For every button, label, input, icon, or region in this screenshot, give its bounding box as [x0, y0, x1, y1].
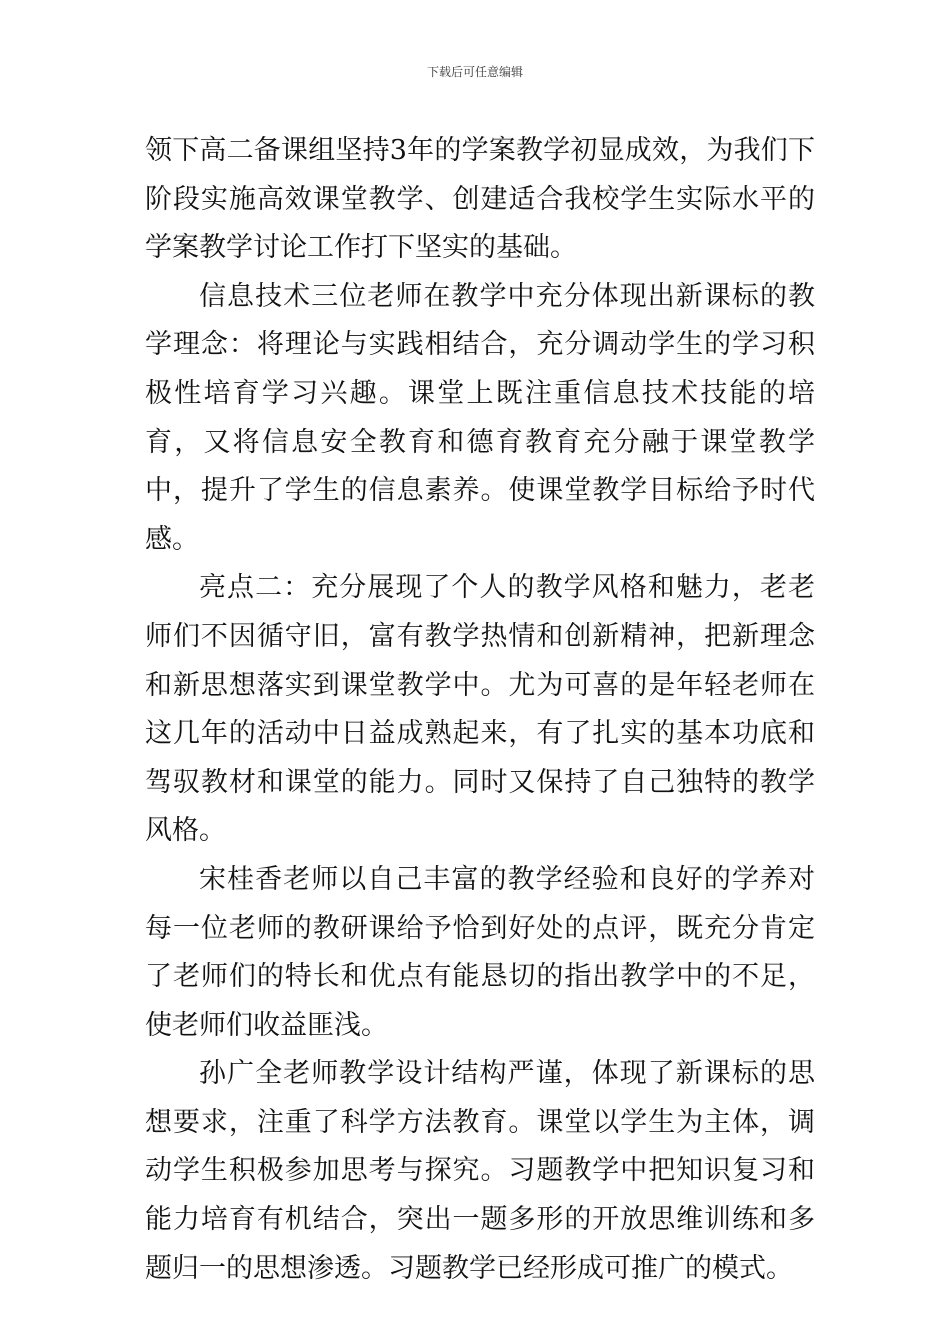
paragraph-5: 孙广全老师教学设计结构严谨，体现了新课标的思想要求，注重了科学方法教育。课堂以学生为主体，调动学生积极参加思考与探究。习题教学中把知识复习和能力培育有机结合，突出一题多形的开放思维训练和多题归一的思想渗透。习题教学已经形成可推广的模式。 — [145, 1058, 815, 1284]
paragraph-1: 领下高二备课组坚持3年的学案教学初显成效，为我们下阶段实施高效课堂教学、创建适合我校学生实际水平的学案教学讨论工作打下坚实的基础。 — [145, 135, 815, 264]
paragraph-4: 宋桂香老师以自己丰富的教学经验和良好的学养对每一位老师的教研课给予恰到好处的点评，既充分肯定了老师们的特长和优点有能恳切的指出教学中的不足，使老师们收益匪浅。 — [145, 863, 815, 1041]
paragraph-2: 信息技术三位老师在教学中充分体现出新课标的教学理念：将理论与实践相结合，充分调动学生的学习积极性培育学习兴趣。课堂上既注重信息技术技能的培育，又将信息安全教育和德育教育充分融于课堂教学中，提升了学生的信息素养。使课堂教学目标给予时代感。 — [145, 280, 815, 555]
document-body — [145, 127, 815, 1293]
paragraph-3: 亮点二：充分展现了个人的教学风格和魅力，老老师们不因循守旧，富有教学热情和创新精神，把新理念和新思想落实到课堂教学中。尤为可喜的是年轻老师在这几年的活动中日益成熟起来，有了扎实的基本功底和驾驭教材和课堂的能力。同时又保持了自己独特的教学风格。 — [145, 572, 815, 847]
page-header: 下载后可任意编辑 — [426, 65, 523, 79]
